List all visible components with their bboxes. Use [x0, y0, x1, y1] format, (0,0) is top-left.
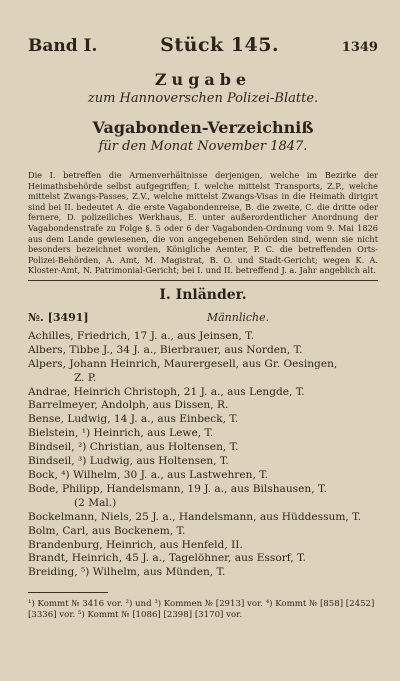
list-item	[28, 469, 378, 483]
entry-continuation: (2 Mal.)	[74, 496, 117, 509]
list-item	[28, 386, 378, 400]
register-month: für den Monat November 1847.	[98, 139, 308, 154]
entry-text: Albers, Tibbe J., 34 J. a., Bierbrauer, aus Norden, T.	[28, 343, 303, 356]
list-item	[28, 455, 378, 469]
page-number: 1349	[341, 40, 378, 55]
list-item	[28, 344, 378, 358]
intro-paragraph: Die I. betreffen die Armenverhältnisse derjenigen, welche im Bezirke der Heimathsbehörde selbst aufgegriffen; I. welche mittelst Transports, Z.P., welche mittelst Zwangs-Passes, Z.V., welche mittelst Zwangs-Visas in die Heimath dirigirt sind bei II. bedeutet A. die erste Vagabondenreise, B. die zweite, C. die dritte oder fernere, D. polizeiliches Werkhaus, E. unter außerordentlicher Anordnung der Vagabondenstrafe zu Folge §. 5 oder 6 der Vagabonden-Ordnung vom 9. Mai 1826 aus dem Lande gewiesenen, die von angegebenen Behörden sind, wenn sie nicht besonders bezeichnet worden, Königliche Aemter, P. C. die betreffenden Orts-Polizei-Behörden, A. Amt, M. Magistrat, B. O. und Stadt-Gericht; wegen K. A. Kloster-Amt, N. Patrimonial-Gericht; bei I. und II. betreffend J. a. Jahr angeblich alt.	[28, 170, 378, 276]
entry-text: Barrelmeyer, Andolph, aus Dissen, R.	[28, 399, 229, 412]
list-item	[28, 539, 378, 553]
supplement-title: Zugabe	[154, 70, 252, 89]
entry-text: Bindseil, ²) Christian, aus Holtensen, T.	[28, 441, 239, 454]
supplement-subtitle: zum Hannoverschen Polizei-Blatte.	[87, 91, 319, 106]
entry-text: Achilles, Friedrich, 17 J. a., aus Jeinsen, T.	[28, 329, 255, 342]
issue-number: Stück 145.	[160, 34, 280, 56]
section-subheading	[28, 311, 378, 324]
entry-text: Bindseil, ³) Ludwig, aus Holtensen, T.	[28, 455, 229, 468]
page-header	[28, 34, 378, 62]
footnote-divider	[28, 592, 108, 593]
list-item	[28, 330, 378, 344]
entry-text: Alpers, Johann Heinrich, Maurergesell, aus Gr. Oesingen,	[28, 357, 338, 370]
entry-list	[28, 330, 378, 580]
volume-label: Band I.	[28, 36, 98, 56]
entry-text: Bockelmann, Niels, 25 J. a., Handelsmann, aus Hüddessum, T.	[28, 510, 362, 523]
list-item	[28, 399, 378, 413]
entry-text: Bolm, Carl, aus Bockenem, T.	[28, 524, 186, 537]
list-item	[28, 525, 378, 539]
entry-text: Bielstein, ¹) Heinrich, aus Lewe, T.	[28, 427, 214, 440]
list-item	[28, 441, 378, 455]
list-item	[28, 413, 378, 427]
register-title: Vagabonden-Verzeichniß	[92, 118, 314, 137]
entry-text: Andrae, Heinrich Christoph, 21 J. a., aus Lengde, T.	[28, 385, 305, 398]
section-title: I. Inländer.	[159, 286, 247, 303]
entry-text: Brandt, Heinrich, 45 J. a., Tagelöhner, aus Essorf, T.	[28, 552, 306, 565]
divider	[28, 280, 378, 281]
entry-number: №. [3491]	[28, 310, 89, 324]
footnote: ¹) Kommt № 3416 vor. ²) und ³) Kommen № [2913] vor. ⁴) Kommt № [858] [2452] [3336] vor. ⁵) Kommt № [1086] [2398] [3170] vor.	[28, 599, 375, 621]
list-item	[28, 566, 378, 580]
entry-text: Bock, ⁴) Wilhelm, 30 J. a., aus Lastwehren, T.	[28, 469, 269, 481]
sex-heading: Männliche.	[206, 310, 270, 324]
entry-text: Bense, Ludwig, 14 J. a., aus Einbeck, T.	[28, 413, 239, 426]
entry-text: Brandenburg, Heinrich, aus Henfeld, II.	[28, 538, 243, 551]
list-item	[28, 427, 378, 441]
list-item	[28, 358, 378, 386]
list-item	[28, 552, 378, 566]
list-item	[28, 483, 378, 511]
list-item	[28, 511, 378, 525]
entry-text: Breiding, ⁵) Wilhelm, aus Münden, T.	[28, 566, 226, 579]
entry-text: Bode, Philipp, Handelsmann, 19 J. a., aus Bilshausen, T.	[28, 482, 327, 495]
entry-continuation: Z. P.	[74, 371, 97, 384]
